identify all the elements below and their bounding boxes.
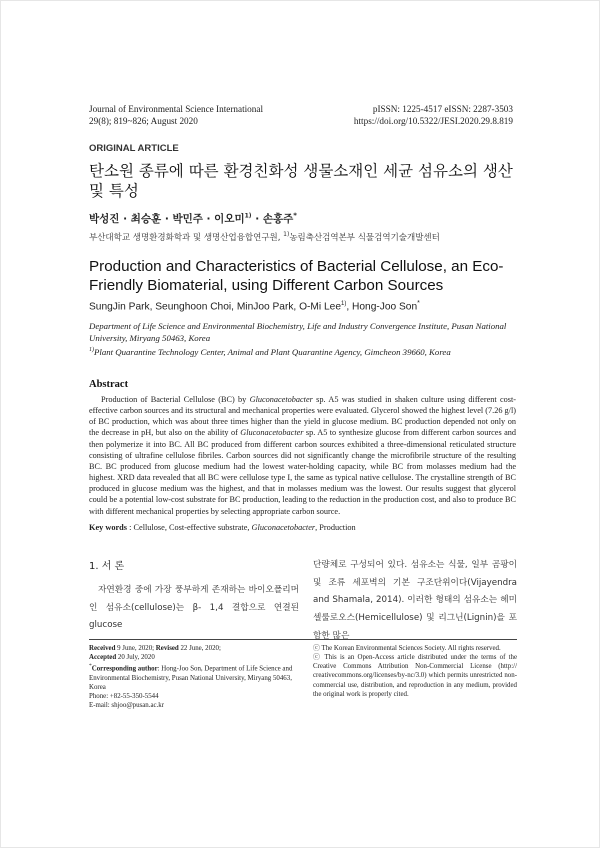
abstract-text-1: Production of Bacterial Cellulose (BC) by: [101, 395, 250, 404]
accepted-label: Accepted: [89, 654, 117, 662]
journal-doi[interactable]: https://doi.org/10.5322/JESI.2020.29.8.819: [353, 116, 513, 126]
body-column-right: [313, 557, 517, 646]
keywords-text-a: : Cellulose, Cost-effective substrate,: [127, 523, 252, 532]
english-authors-b: , Hong-Joo Son: [346, 301, 418, 313]
abstract-italic-1: Gluconacetobacter: [249, 395, 313, 404]
keywords: [89, 523, 356, 532]
footnote-left: [89, 644, 299, 710]
journal-header-left: [89, 103, 263, 127]
korean-affiliation-sup: 1): [283, 231, 290, 239]
revised-label: Revised: [155, 645, 179, 652]
copyright: ⓒ The Korean Environmental Sciences Society. All rights reserved.: [313, 645, 501, 652]
journal-header-right: [354, 103, 513, 127]
abstract-body: [89, 394, 516, 517]
korean-affiliation-a: 부산대학교 생명환경화학과 및 생명산업융합연구원,: [89, 233, 284, 243]
korean-corr-mark: *: [293, 211, 297, 220]
accepted-line: [89, 653, 299, 662]
english-affiliation-1: Department of Life Science and Environmental Biochemistry, Life and Industry Convergence Institute, Pusan National University, Miryang 50463, Korea: [89, 321, 507, 343]
english-title: Production and Characteristics of Bacterial Cellulose, an Eco-Friendly Biomaterial, using Different Carbon Sources: [89, 258, 504, 294]
abstract-italic-2: Gluconacetobacter: [240, 428, 304, 438]
corr-mark: *: [89, 663, 92, 670]
abstract-paragraph: [89, 394, 516, 517]
korean-title: 탄소원 종류에 따른 환경친화성 생물소재인 세균 섬유소의 생산 및 특성: [89, 162, 513, 200]
journal-volume: 29(8); 819~826; August 2020: [89, 116, 198, 126]
footnote-rule: [89, 639, 517, 640]
body-paragraph-right: 단량체로 구성되어 있다. 섬유소는 식물, 일부 곰팡이 및 조류 세포벽의 기본 구조단위이다(Vijayendra and Shamala, 2014). 이러한 형태의 섬유소는 헤미셀룰로오스(Hemicellulose) 및 리그닌(Lignin)을 포함한 많은: [313, 560, 517, 641]
revised-date: 22 June, 2020;: [178, 645, 221, 652]
english-authors-sup: 1): [341, 301, 347, 307]
corr-text: : Hong-Joo Son, Department of Life Science and Environmental Biochemistry, Pusan National University, Miryang 50463, Korea: [89, 665, 293, 691]
received-label: Received: [89, 645, 116, 652]
korean-authors-tail: · 손홍주: [251, 213, 294, 225]
korean-authors-sup: 1): [244, 212, 252, 220]
article-type: ORIGINAL ARTICLE: [89, 143, 179, 154]
accepted-date: 20 July, 2020: [116, 654, 155, 662]
korean-affiliation-b: 농림축산검역본부 식물검역기술개발센터: [289, 233, 440, 243]
section-heading: 1. 서 론: [89, 561, 125, 572]
license: ⓒ This is an Open-Access article distributed under the terms of the Creative Commons Attribution Non-Commercial License (http:// creativecommons.org/licenses/by-nc/3.0) which permits unrestricted non-commercial use, distribution, and reproduction in any medium, provided the original work is properly cited.: [313, 654, 517, 698]
keywords-text-b: , Production: [315, 523, 356, 532]
journal-issn: pISSN: 1225-4517 eISSN: 2287-3503: [372, 104, 513, 114]
english-affiliation-2: [89, 344, 517, 358]
english-affiliation-2-sup: 1): [89, 347, 94, 353]
corresponding-author: [89, 662, 299, 692]
korean-authors-text: 박성진 · 최승훈 · 박민주 · 이오미: [89, 213, 245, 225]
abstract-text-2: sp. A5 was studied in shaken culture using different cost-effective carbon sources and its structural and mechanical properties were evaluated. Glycerol showed the highest level (7.26 g/l) of BC production, which was about three times higher than the yield in glucose medium. BC production depended not only on the decrease in pH, but also on the ability of: [89, 395, 516, 438]
footnote-right: [313, 644, 517, 699]
abstract-text-3: sp. A5 to synthesize glucose from different carbon sources and then polymerize it into BC. All BC produced from different carbon sources exhibited a three-dimensional reticulated structure consisting of ultrafine cellulose fibriles. Carbon sources did not significantly change the microfibrile structure of the resulting BC. BC produced from glucose medium had the lowest water-holding capacity, while BC from molasses medium had the highest. XRD data revealed that all BC were cellulose type I, the same as typical native cellulose. The crystalline strength of BC produced in glucose medium was the highest, and that in molasses medium was the lowest. Our results suggest that glycerol could be a potential low-cost substrate for BC production, leading to the reduction in the production cost, and also to produce BC with different mechanical properties by selecting appropriate carbon source.: [89, 428, 516, 516]
korean-authors: [89, 211, 297, 226]
keywords-label: Key words: [89, 523, 128, 532]
english-affiliation-2-text: Plant Quarantine Technology Center, Animal and Plant Quarantine Agency, Gimcheon 39660, Korea: [94, 346, 451, 357]
corr-label: Corresponding author: [91, 665, 158, 673]
english-corr-mark: *: [417, 300, 420, 307]
journal-name: Journal of Environmental Science International: [89, 104, 263, 114]
body-paragraph-left: 자연환경 중에 가장 풍부하게 존재하는 바이오폴리머인 섬유소(cellulose)는 β- 1,4 결합으로 연결된 glucose: [89, 585, 299, 631]
abstract-heading: Abstract: [89, 379, 129, 390]
received-line: [89, 644, 299, 653]
received-date: 9 June, 2020;: [115, 645, 156, 652]
keywords-italic: Gluconacetobacter: [251, 523, 316, 532]
email[interactable]: E-mail: shjoo@pusan.ac.kr: [89, 702, 165, 710]
phone: Phone: +82-55-350-5544: [89, 693, 159, 701]
korean-affiliation: [89, 231, 440, 243]
body-column-left: [89, 582, 299, 635]
english-authors: [89, 300, 420, 312]
english-authors-a: SungJin Park, Seunghoon Choi, MinJoo Park, O-Mi Lee: [89, 301, 341, 313]
